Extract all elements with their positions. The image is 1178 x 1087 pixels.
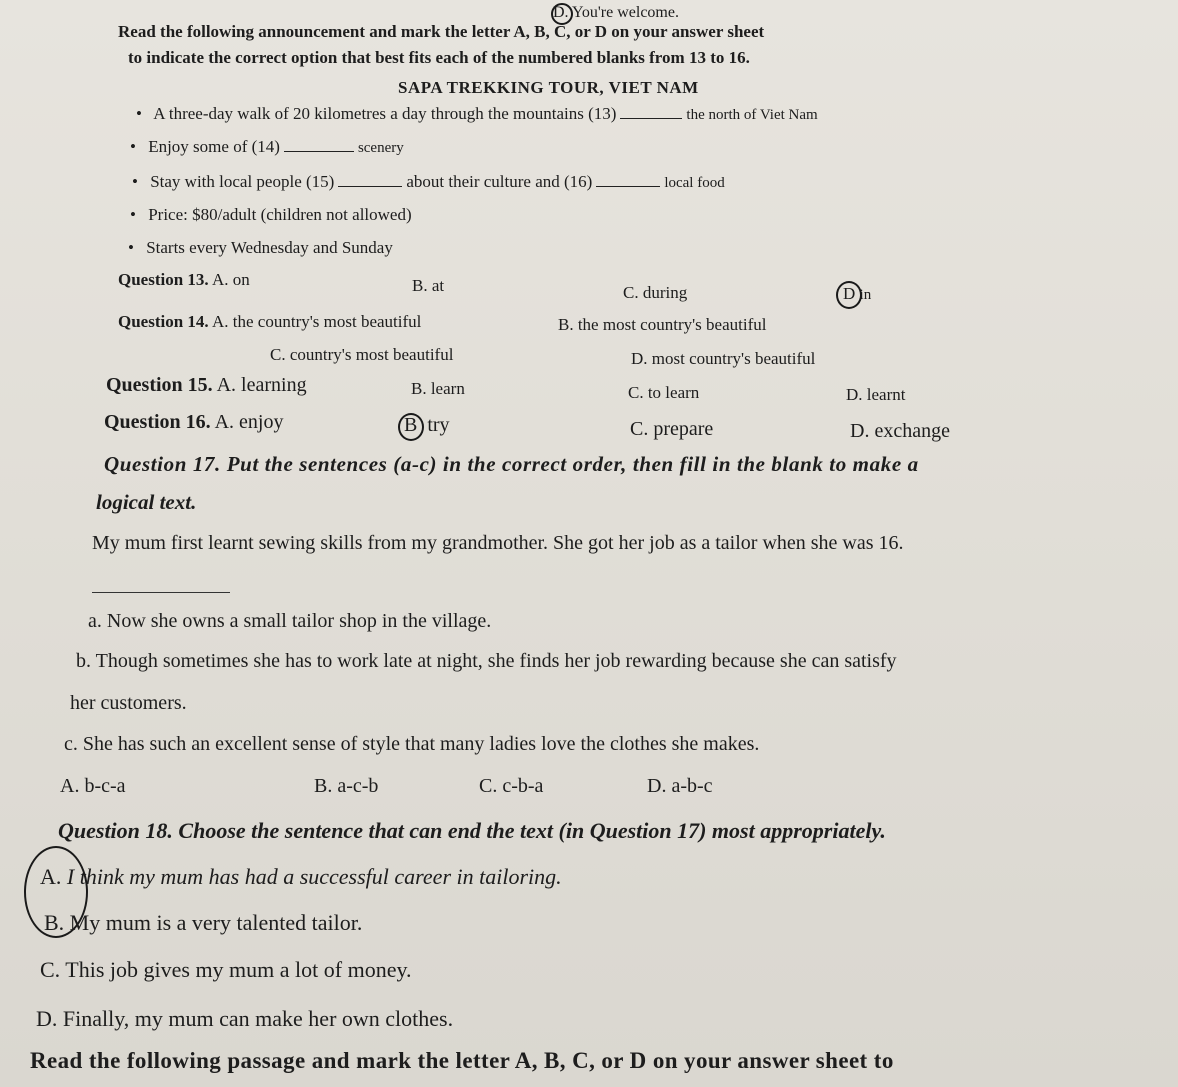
- announcement-bullet-4: • Price: $80/adult (children not allowed): [130, 205, 412, 225]
- q17-sentence-b-line-2: her customers.: [70, 692, 187, 714]
- announcement-bullet-1: • A three-day walk of 20 kilometres a day through the mountains (13) the north of Viet Nam: [136, 104, 818, 124]
- instruction-line-1: Read the following announcement and mark the letter A, B, C, or D on your answer sheet: [118, 22, 765, 41]
- q14-option-b: B. the most country's beautiful: [558, 315, 767, 334]
- question-17-prompt-line-2: logical text.: [96, 490, 197, 514]
- answer-mark-circle-q16: [398, 413, 424, 441]
- q17-sentence-c: c. She has such an excellent sense of style that many ladies love the clothes she makes.: [64, 733, 760, 755]
- q18-option-d: D. Finally, my mum can make her own clothes.: [36, 1006, 454, 1031]
- question-14: Question 14. A. the country's most beautiful: [118, 312, 422, 331]
- q18-option-a: A. I think my mum has had a successful career in tailoring.: [40, 864, 562, 889]
- q16-option-c: C. prepare: [630, 418, 714, 440]
- announcement-bullet-3: • Stay with local people (15) about their culture and (16) local food: [132, 172, 725, 192]
- q14-option-d: D. most country's beautiful: [631, 349, 816, 368]
- q13-option-c: C. during: [623, 283, 688, 302]
- q13-option-d: D in: [843, 284, 872, 303]
- q17-option-c: C. c-b-a: [479, 775, 544, 797]
- q16-option-d: D. exchange: [850, 420, 950, 442]
- q17-sentence-b-line-1: b. Though sometimes she has to work late at night, she finds her job rewarding because she can satisfy: [76, 650, 897, 672]
- announcement-title: SAPA TREKKING TOUR, VIET NAM: [398, 78, 699, 97]
- previous-option-d: D. You're welcome.: [553, 4, 679, 21]
- q17-option-a: A. b-c-a: [60, 775, 126, 797]
- q17-option-d: D. a-b-c: [647, 775, 713, 797]
- q17-option-b: B. a-c-b: [314, 775, 379, 797]
- q13-option-b: B. at: [412, 276, 445, 295]
- question-13: Question 13. A. on: [118, 270, 250, 289]
- q18-option-c: C. This job gives my mum a lot of money.: [40, 957, 412, 982]
- q17-sentence-a: a. Now she owns a small tailor shop in the village.: [88, 610, 492, 632]
- question-15: Question 15. A. learning: [106, 374, 307, 396]
- q15-option-b: B. learn: [411, 379, 465, 398]
- q17-intro: My mum first learnt sewing skills from my grandmother. She got her job as a tailor when she was 16.: [92, 532, 904, 554]
- q16-option-b: B try: [404, 414, 450, 436]
- announcement-bullet-5: • Starts every Wednesday and Sunday: [128, 238, 393, 258]
- q14-option-c: C. country's most beautiful: [270, 345, 454, 364]
- q17-answer-blank: [92, 592, 230, 593]
- answer-mark-circle-q13: [836, 281, 862, 309]
- q15-option-c: C. to learn: [628, 383, 700, 402]
- q15-option-d: D. learnt: [846, 385, 906, 404]
- question-18-prompt: Question 18. Choose the sentence that can end the text (in Question 17) most appropriately.: [58, 818, 886, 843]
- next-section-instruction: Read the following passage and mark the letter A, B, C, or D on your answer sheet to: [30, 1048, 894, 1073]
- announcement-bullet-2: • Enjoy some of (14) scenery: [130, 137, 404, 157]
- question-16: Question 16. A. enjoy: [104, 411, 284, 433]
- q18-option-b: B. My mum is a very talented tailor.: [44, 910, 363, 935]
- question-17-prompt-line-1: Question 17. Put the sentences (a-c) in the correct order, then fill in the blank to make a: [104, 452, 919, 476]
- instruction-line-2: to indicate the correct option that best fits each of the numbered blanks from 13 to 16.: [128, 48, 750, 67]
